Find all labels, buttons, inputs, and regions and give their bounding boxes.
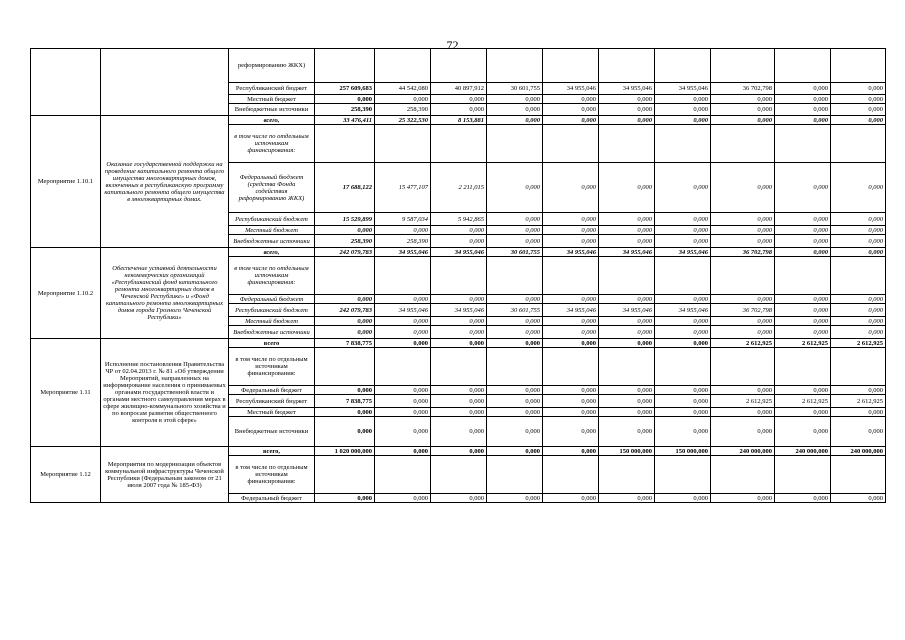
source-cell: всего,: [229, 116, 315, 125]
value-cell: [775, 456, 831, 494]
value-cell: [543, 257, 599, 295]
value-cell: 0,000: [775, 494, 831, 503]
value-cell: 242 079,783: [315, 248, 375, 257]
value-cell: 0,000: [375, 326, 431, 339]
value-cell: 0,000: [775, 83, 831, 95]
value-cell: 0,000: [375, 386, 431, 395]
value-cell: 0,000: [599, 116, 655, 125]
value-cell: 0,000: [487, 317, 543, 326]
source-cell: в том числе по отдельным источникам финансирования:: [229, 257, 315, 295]
value-cell: 34 955,046: [543, 83, 599, 95]
value-cell: [375, 49, 431, 83]
value-cell: 258,390: [375, 235, 431, 248]
value-cell: 0,000: [543, 339, 599, 348]
value-cell: 0,000: [775, 235, 831, 248]
value-cell: [543, 456, 599, 494]
value-cell: [487, 257, 543, 295]
value-cell: 0,000: [831, 248, 886, 257]
value-cell: 0,000: [487, 395, 543, 408]
value-cell: 0,000: [831, 95, 886, 104]
source-cell: в том числе по отдельным источникам финансирования:: [229, 348, 315, 386]
value-cell: 0,000: [599, 317, 655, 326]
value-cell: 0,000: [431, 339, 487, 348]
value-cell: [315, 49, 375, 83]
source-cell: в том числе по отдельным источникам финансирования:: [229, 125, 315, 163]
value-cell: [315, 348, 375, 386]
value-cell: 0,000: [599, 386, 655, 395]
value-cell: 0,000: [543, 235, 599, 248]
value-cell: 0,000: [543, 104, 599, 116]
value-cell: 0,000: [543, 386, 599, 395]
value-cell: 0,000: [375, 408, 431, 417]
value-cell: 0,000: [487, 235, 543, 248]
source-cell: Внебюджетные источники: [229, 326, 315, 339]
value-cell: 0,000: [543, 163, 599, 213]
value-cell: 0,000: [431, 386, 487, 395]
value-cell: 0,000: [431, 235, 487, 248]
source-cell: всего: [229, 339, 315, 348]
value-cell: 0,000: [711, 295, 775, 304]
source-cell: Местный бюджет: [229, 317, 315, 326]
value-cell: 34 955,046: [599, 304, 655, 317]
value-cell: 2 612,925: [831, 339, 886, 348]
measure-code: Мероприятие 1.11: [31, 339, 101, 447]
measure-description: Оказание государственной поддержки на проведение капитального ремонта общего имущества многоквартирных домов, включенных в республиканскую программу капитального ремонта общего имущества в многоквартирных домах.: [101, 116, 229, 248]
value-cell: 30 601,755: [487, 304, 543, 317]
value-cell: 0,000: [487, 339, 543, 348]
value-cell: 0,000: [599, 417, 655, 447]
source-cell: Внебюджетные источники: [229, 235, 315, 248]
table-row: [31, 248, 886, 257]
value-cell: 0,000: [431, 395, 487, 408]
value-cell: 0,000: [315, 317, 375, 326]
value-cell: 0,000: [655, 235, 711, 248]
value-cell: 0,000: [655, 408, 711, 417]
value-cell: 0,000: [775, 226, 831, 235]
value-cell: 0,000: [831, 417, 886, 447]
source-cell: Внебюджетные источники: [229, 417, 315, 447]
value-cell: 0,000: [487, 408, 543, 417]
value-cell: 0,000: [655, 339, 711, 348]
value-cell: 2 612,925: [775, 339, 831, 348]
source-cell: Федеральный бюджет (средства Фонда содействия реформированию ЖКХ): [229, 163, 315, 213]
value-cell: 30 601,755: [487, 248, 543, 257]
source-cell: Республиканский бюджет: [229, 395, 315, 408]
value-cell: 34 955,046: [655, 304, 711, 317]
value-cell: [655, 49, 711, 83]
value-cell: 34 955,046: [655, 248, 711, 257]
value-cell: 0,000: [375, 494, 431, 503]
value-cell: 33 476,411: [315, 116, 375, 125]
value-cell: 0,000: [775, 417, 831, 447]
value-cell: 0,000: [599, 226, 655, 235]
value-cell: 8 153,881: [431, 116, 487, 125]
value-cell: 0,000: [711, 317, 775, 326]
value-cell: 0,000: [775, 408, 831, 417]
value-cell: 0,000: [711, 213, 775, 226]
source-cell: Местный бюджет: [229, 226, 315, 235]
table-row: [31, 339, 886, 348]
value-cell: 0,000: [711, 417, 775, 447]
value-cell: 0,000: [599, 494, 655, 503]
value-cell: 0,000: [543, 226, 599, 235]
value-cell: 0,000: [599, 339, 655, 348]
value-cell: [375, 257, 431, 295]
value-cell: 0,000: [831, 116, 886, 125]
source-cell: Внебюджетные источники: [229, 104, 315, 116]
value-cell: [375, 125, 431, 163]
value-cell: [431, 456, 487, 494]
value-cell: 0,000: [315, 417, 375, 447]
value-cell: 34 955,046: [375, 304, 431, 317]
value-cell: [775, 49, 831, 83]
value-cell: 0,000: [543, 95, 599, 104]
value-cell: 0,000: [775, 295, 831, 304]
value-cell: 0,000: [655, 226, 711, 235]
value-cell: 0,000: [375, 417, 431, 447]
value-cell: 0,000: [599, 95, 655, 104]
value-cell: 0,000: [831, 408, 886, 417]
value-cell: 0,000: [831, 83, 886, 95]
value-cell: 0,000: [431, 104, 487, 116]
table-row: [31, 116, 886, 125]
value-cell: 0,000: [655, 95, 711, 104]
value-cell: 0,000: [655, 213, 711, 226]
value-cell: 0,000: [831, 104, 886, 116]
value-cell: 0,000: [375, 339, 431, 348]
value-cell: 0,000: [655, 395, 711, 408]
value-cell: 36 702,798: [711, 304, 775, 317]
value-cell: [315, 456, 375, 494]
measure-code: Мероприятие 1.12: [31, 447, 101, 503]
value-cell: [655, 348, 711, 386]
value-cell: 0,000: [487, 494, 543, 503]
source-cell: Федеральный бюджет: [229, 386, 315, 395]
source-cell: реформированию ЖКХ): [229, 49, 315, 83]
measure-code: Мероприятие 1.10.2: [31, 248, 101, 339]
value-cell: 0,000: [831, 317, 886, 326]
value-cell: 0,000: [543, 213, 599, 226]
value-cell: 0,000: [831, 386, 886, 395]
value-cell: 257 609,683: [315, 83, 375, 95]
value-cell: 0,000: [775, 104, 831, 116]
value-cell: 0,000: [543, 295, 599, 304]
value-cell: 0,000: [543, 116, 599, 125]
value-cell: [599, 456, 655, 494]
value-cell: 36 702,798: [711, 248, 775, 257]
table-row: [31, 49, 886, 83]
value-cell: 0,000: [655, 326, 711, 339]
value-cell: 36 702,798: [711, 83, 775, 95]
value-cell: 0,000: [655, 295, 711, 304]
value-cell: [599, 257, 655, 295]
value-cell: [431, 125, 487, 163]
source-cell: Республиканский бюджет: [229, 83, 315, 95]
value-cell: 0,000: [775, 317, 831, 326]
value-cell: [431, 49, 487, 83]
value-cell: 0,000: [711, 235, 775, 248]
value-cell: 0,000: [431, 226, 487, 235]
value-cell: 0,000: [655, 317, 711, 326]
value-cell: [599, 49, 655, 83]
value-cell: 34 955,046: [375, 248, 431, 257]
value-cell: 2 211,015: [431, 163, 487, 213]
value-cell: 0,000: [655, 417, 711, 447]
value-cell: 2 612,925: [775, 395, 831, 408]
value-cell: 0,000: [599, 213, 655, 226]
value-cell: 0,000: [487, 386, 543, 395]
source-cell: всего,: [229, 248, 315, 257]
value-cell: 0,000: [775, 116, 831, 125]
value-cell: 0,000: [543, 417, 599, 447]
value-cell: 34 955,046: [431, 248, 487, 257]
value-cell: 240 000,000: [831, 447, 886, 456]
value-cell: [711, 125, 775, 163]
value-cell: 0,000: [431, 317, 487, 326]
value-cell: [831, 125, 886, 163]
value-cell: 0,000: [711, 408, 775, 417]
value-cell: 0,000: [775, 248, 831, 257]
value-cell: 0,000: [487, 213, 543, 226]
value-cell: 0,000: [775, 386, 831, 395]
value-cell: 34 955,046: [599, 83, 655, 95]
value-cell: 0,000: [711, 494, 775, 503]
value-cell: 0,000: [487, 163, 543, 213]
value-cell: 2 612,925: [711, 339, 775, 348]
value-cell: 0,000: [655, 163, 711, 213]
value-cell: 0,000: [599, 295, 655, 304]
value-cell: 0,000: [487, 326, 543, 339]
value-cell: 7 838,775: [315, 395, 375, 408]
value-cell: 0,000: [315, 408, 375, 417]
value-cell: 0,000: [775, 326, 831, 339]
value-cell: 0,000: [711, 95, 775, 104]
value-cell: 0,000: [431, 326, 487, 339]
value-cell: 240 000,000: [775, 447, 831, 456]
value-cell: [711, 456, 775, 494]
value-cell: 0,000: [543, 494, 599, 503]
value-cell: 0,000: [543, 326, 599, 339]
value-cell: 0,000: [487, 116, 543, 125]
table-row: [31, 447, 886, 456]
value-cell: 258,390: [315, 104, 375, 116]
value-cell: 0,000: [711, 326, 775, 339]
source-cell: Федеральный бюджет: [229, 494, 315, 503]
value-cell: [487, 125, 543, 163]
value-cell: 0,000: [831, 326, 886, 339]
value-cell: 0,000: [487, 226, 543, 235]
value-cell: 0,000: [655, 104, 711, 116]
value-cell: [655, 257, 711, 295]
value-cell: 0,000: [599, 104, 655, 116]
value-cell: 0,000: [315, 494, 375, 503]
value-cell: 0,000: [431, 408, 487, 417]
value-cell: 40 897,912: [431, 83, 487, 95]
source-cell: Местный бюджет: [229, 408, 315, 417]
value-cell: 0,000: [315, 295, 375, 304]
source-cell: Республиканский бюджет: [229, 213, 315, 226]
value-cell: 0,000: [431, 417, 487, 447]
value-cell: 0,000: [487, 447, 543, 456]
source-cell: Местный бюджет: [229, 95, 315, 104]
value-cell: 242 079,783: [315, 304, 375, 317]
value-cell: [315, 257, 375, 295]
value-cell: [543, 49, 599, 83]
value-cell: 0,000: [599, 408, 655, 417]
value-cell: 0,000: [431, 95, 487, 104]
source-cell: в том числе по отдельным источникам финансирования:: [229, 456, 315, 494]
value-cell: [775, 257, 831, 295]
page-number: 72: [446, 38, 459, 52]
value-cell: [543, 125, 599, 163]
value-cell: 0,000: [543, 395, 599, 408]
value-cell: [775, 348, 831, 386]
value-cell: 0,000: [431, 295, 487, 304]
value-cell: [711, 49, 775, 83]
value-cell: [655, 125, 711, 163]
value-cell: 0,000: [543, 447, 599, 456]
value-cell: 0,000: [315, 226, 375, 235]
value-cell: 0,000: [487, 417, 543, 447]
value-cell: 2 612,925: [711, 395, 775, 408]
value-cell: 17 688,122: [315, 163, 375, 213]
value-cell: 258,390: [375, 104, 431, 116]
value-cell: [599, 348, 655, 386]
description-cell: [101, 49, 229, 116]
value-cell: 0,000: [711, 226, 775, 235]
value-cell: 0,000: [487, 295, 543, 304]
value-cell: [711, 257, 775, 295]
measure-description: Исполнение постановления Правительства ЧР от 02.04.2013 г. № 81 «Об утверждении Мероприятий, направленных на информирование населения о принимаемых органами государственной власти и органами местного самоуправления мерах в сфере жилищно-коммунального хозяйства и по вопросам развития общественного контроля в этой сфере»: [101, 339, 229, 447]
value-cell: [375, 348, 431, 386]
value-cell: 0,000: [375, 226, 431, 235]
value-cell: 0,000: [431, 447, 487, 456]
value-cell: 0,000: [831, 304, 886, 317]
value-cell: 0,000: [375, 395, 431, 408]
value-cell: 0,000: [487, 95, 543, 104]
value-cell: 0,000: [775, 304, 831, 317]
value-cell: [431, 257, 487, 295]
value-cell: 0,000: [711, 104, 775, 116]
value-cell: 0,000: [375, 95, 431, 104]
value-cell: 0,000: [315, 326, 375, 339]
value-cell: 0,000: [655, 116, 711, 125]
value-cell: 15 477,107: [375, 163, 431, 213]
value-cell: [543, 348, 599, 386]
value-cell: 0,000: [831, 494, 886, 503]
value-cell: 150 000,000: [599, 447, 655, 456]
value-cell: 0,000: [431, 494, 487, 503]
value-cell: 0,000: [655, 494, 711, 503]
value-cell: 0,000: [711, 386, 775, 395]
budget-table: [30, 48, 886, 503]
measure-code: Мероприятие 1.10.1: [31, 116, 101, 248]
source-cell: Федеральный бюджет: [229, 295, 315, 304]
value-cell: 0,000: [375, 295, 431, 304]
value-cell: 0,000: [775, 95, 831, 104]
value-cell: [487, 456, 543, 494]
value-cell: 9 587,034: [375, 213, 431, 226]
value-cell: 34 955,046: [431, 304, 487, 317]
value-cell: 34 955,046: [543, 304, 599, 317]
value-cell: 30 601,755: [487, 83, 543, 95]
value-cell: [375, 456, 431, 494]
value-cell: 0,000: [599, 163, 655, 213]
value-cell: 0,000: [315, 95, 375, 104]
value-cell: [487, 49, 543, 83]
value-cell: 0,000: [599, 395, 655, 408]
value-cell: [775, 125, 831, 163]
value-cell: 0,000: [599, 326, 655, 339]
value-cell: 0,000: [375, 447, 431, 456]
value-cell: 7 838,775: [315, 339, 375, 348]
code-cell: [31, 49, 101, 116]
value-cell: [315, 125, 375, 163]
value-cell: 0,000: [315, 386, 375, 395]
value-cell: [831, 348, 886, 386]
value-cell: [831, 456, 886, 494]
value-cell: 0,000: [831, 235, 886, 248]
value-cell: [831, 257, 886, 295]
value-cell: 0,000: [831, 213, 886, 226]
value-cell: 34 955,046: [655, 83, 711, 95]
value-cell: 0,000: [487, 104, 543, 116]
value-cell: [655, 456, 711, 494]
value-cell: 0,000: [775, 163, 831, 213]
value-cell: 0,000: [831, 226, 886, 235]
measure-description: Обеспечение уставной деятельности некоммерческих организаций «Республиканский фонд капитального ремонта многоквартирных домов в Чеченской Республике» и «Фонд капитального ремонта многоквартирных домов города Грозного Чеченской Республики»: [101, 248, 229, 339]
value-cell: [599, 125, 655, 163]
value-cell: 0,000: [831, 295, 886, 304]
value-cell: 25 322,530: [375, 116, 431, 125]
value-cell: [487, 348, 543, 386]
value-cell: 44 542,080: [375, 83, 431, 95]
value-cell: 0,000: [775, 213, 831, 226]
value-cell: 0,000: [655, 386, 711, 395]
value-cell: 34 955,046: [543, 248, 599, 257]
measure-description: Мероприятия по модернизации объектов коммунальной инфраструктуры Чеченской Республики (Федеральным законом от 21 июля 2007 года № 185-ФЗ): [101, 447, 229, 503]
value-cell: 0,000: [711, 116, 775, 125]
value-cell: 0,000: [543, 408, 599, 417]
value-cell: 258,390: [315, 235, 375, 248]
value-cell: [431, 348, 487, 386]
value-cell: [831, 49, 886, 83]
source-cell: Республиканский бюджет: [229, 304, 315, 317]
value-cell: 0,000: [543, 317, 599, 326]
value-cell: 0,000: [831, 163, 886, 213]
value-cell: 1 020 000,000: [315, 447, 375, 456]
value-cell: 0,000: [599, 235, 655, 248]
value-cell: 34 955,046: [599, 248, 655, 257]
value-cell: 5 942,865: [431, 213, 487, 226]
value-cell: 2 612,925: [831, 395, 886, 408]
value-cell: 0,000: [711, 163, 775, 213]
value-cell: 0,000: [375, 317, 431, 326]
source-cell: всего,: [229, 447, 315, 456]
value-cell: 15 529,899: [315, 213, 375, 226]
value-cell: 150 000,000: [655, 447, 711, 456]
value-cell: [711, 348, 775, 386]
value-cell: 240 000,000: [711, 447, 775, 456]
